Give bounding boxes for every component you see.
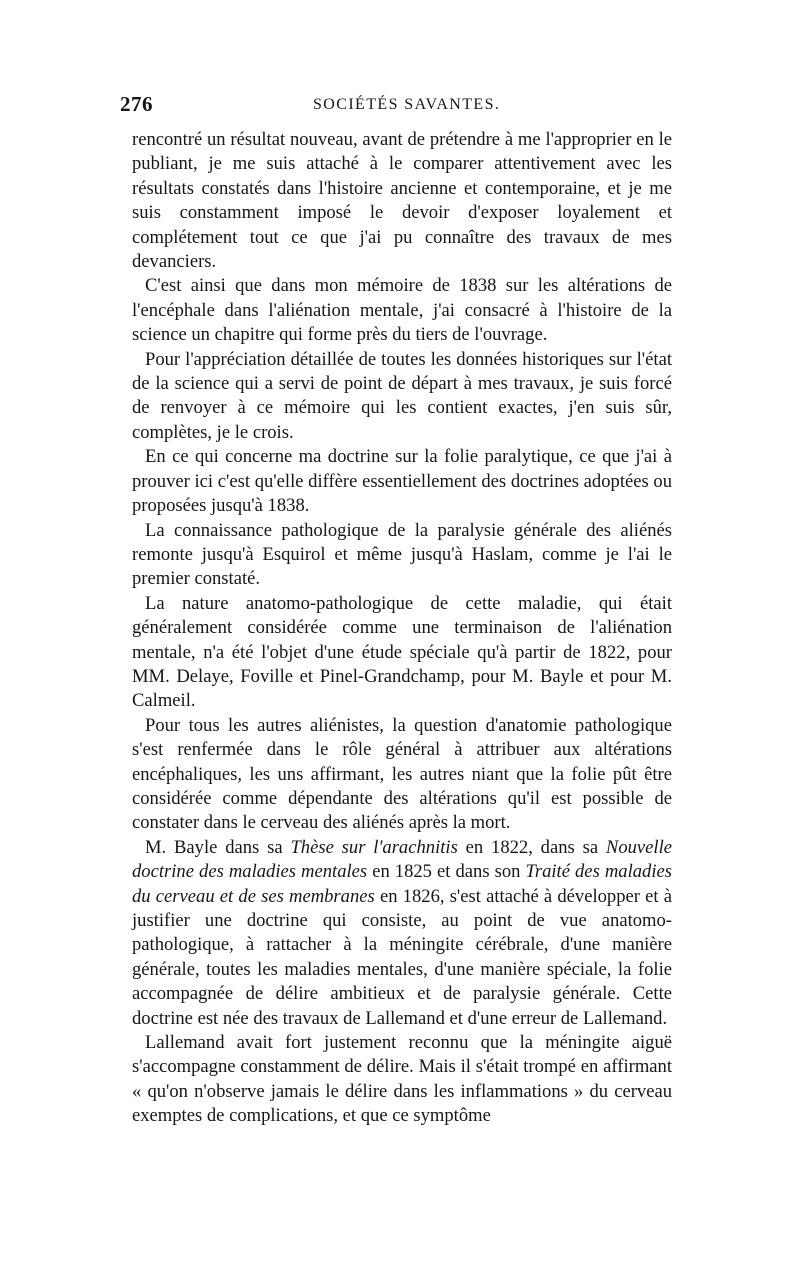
running-head: SOCIÉTÉS SAVANTES. xyxy=(313,96,501,113)
paragraph: Lallemand avait fort justement reconnu que la méningite aiguë s'accompagne constamment de délire. Mais il s'était trompé en affirmant « qu'on n'observe jamais le délire dans les inflammations » du cerveau exemptes de complications, et que ce symptôme xyxy=(132,1032,672,1127)
paragraph xyxy=(132,836,672,1031)
text-run: en 1826, s'est attaché à développer et à justifier une doctrine qui consiste, au point de vue anatomo-pathologique, à rattacher à la méningite cérébrale, d'une manière générale, toutes les maladies mentales, d'une manière spéciale, la folie accompagnée de délire ambitieux et de paralysie générale. Cette doctrine est née des travaux de Lallemand et d'une erreur de Lallemand. xyxy=(132,885,673,1029)
text-run: en 1822, dans sa xyxy=(457,836,606,858)
body-text xyxy=(132,128,672,1129)
book-title: Traité des maladies du cerveau et de ses membranes xyxy=(132,861,672,907)
paragraph: En ce qui concerne ma doctrine sur la folie paralytique, ce que j'ai à prouver ici c'est qu'elle diffère essentiellement des doctrines adoptées ou proposées jusqu'à 1838. xyxy=(132,446,672,517)
paragraph: Pour tous les autres aliénistes, la question d'anatomie pathologique s'est renfermée dans le rôle général à attribuer aux altérations encéphaliques, les uns affirmant, les autres niant que la folie pût être considérée comme dépendante des altérations qu'il est possible de constater dans le cerveau des aliénés après la mort. xyxy=(132,714,672,834)
paragraph: rencontré un résultat nouveau, avant de prétendre à me l'approprier en le publiant, je me suis attaché à le comparer attentivement avec les résultats constatés dans l'histoire ancienne et contemporaine, et je me suis constamment imposé le devoir d'exposer loyalement et complétement tout ce que j'ai pu connaître des travaux de mes devanciers. xyxy=(132,129,672,273)
book-title: Nouvelle doctrine des maladies mentales xyxy=(132,836,673,883)
paragraph: La connaissance pathologique de la paralysie générale des aliénés remonte jusqu'à Esquirol et même jusqu'à Haslam, comme je l'ai le premier constaté. xyxy=(132,519,672,590)
page-number: 276 xyxy=(120,92,153,116)
book-title: Thèse sur l'arachnitis xyxy=(290,836,458,858)
page-header xyxy=(120,92,675,122)
paragraph: C'est ainsi que dans mon mémoire de 1838 sur les altérations de l'encéphale dans l'aliénation mentale, j'ai consacré à l'histoire de la science un chapitre qui forme près du tiers de l'ouvrage. xyxy=(132,275,672,346)
text-run: M. Bayle dans sa xyxy=(145,836,291,858)
paragraph: Pour l'appréciation détaillée de toutes les données historiques sur l'état de la science qui a servi de point de départ à mes travaux, je suis forcé de renvoyer à ce mémoire qui les contient exactes, j'en suis sûr, complètes, je le crois. xyxy=(132,348,672,443)
paragraph: La nature anatomo-pathologique de cette maladie, qui était généralement considérée comme une terminaison de l'aliénation mentale, n'a été l'objet d'une étude spéciale qu'à partir de 1822, pour MM. Delaye, Foville et Pinel-Grandchamp, pour M. Bayle et pour M. Calmeil. xyxy=(132,592,672,712)
text-run: en 1825 et dans son xyxy=(367,861,526,883)
